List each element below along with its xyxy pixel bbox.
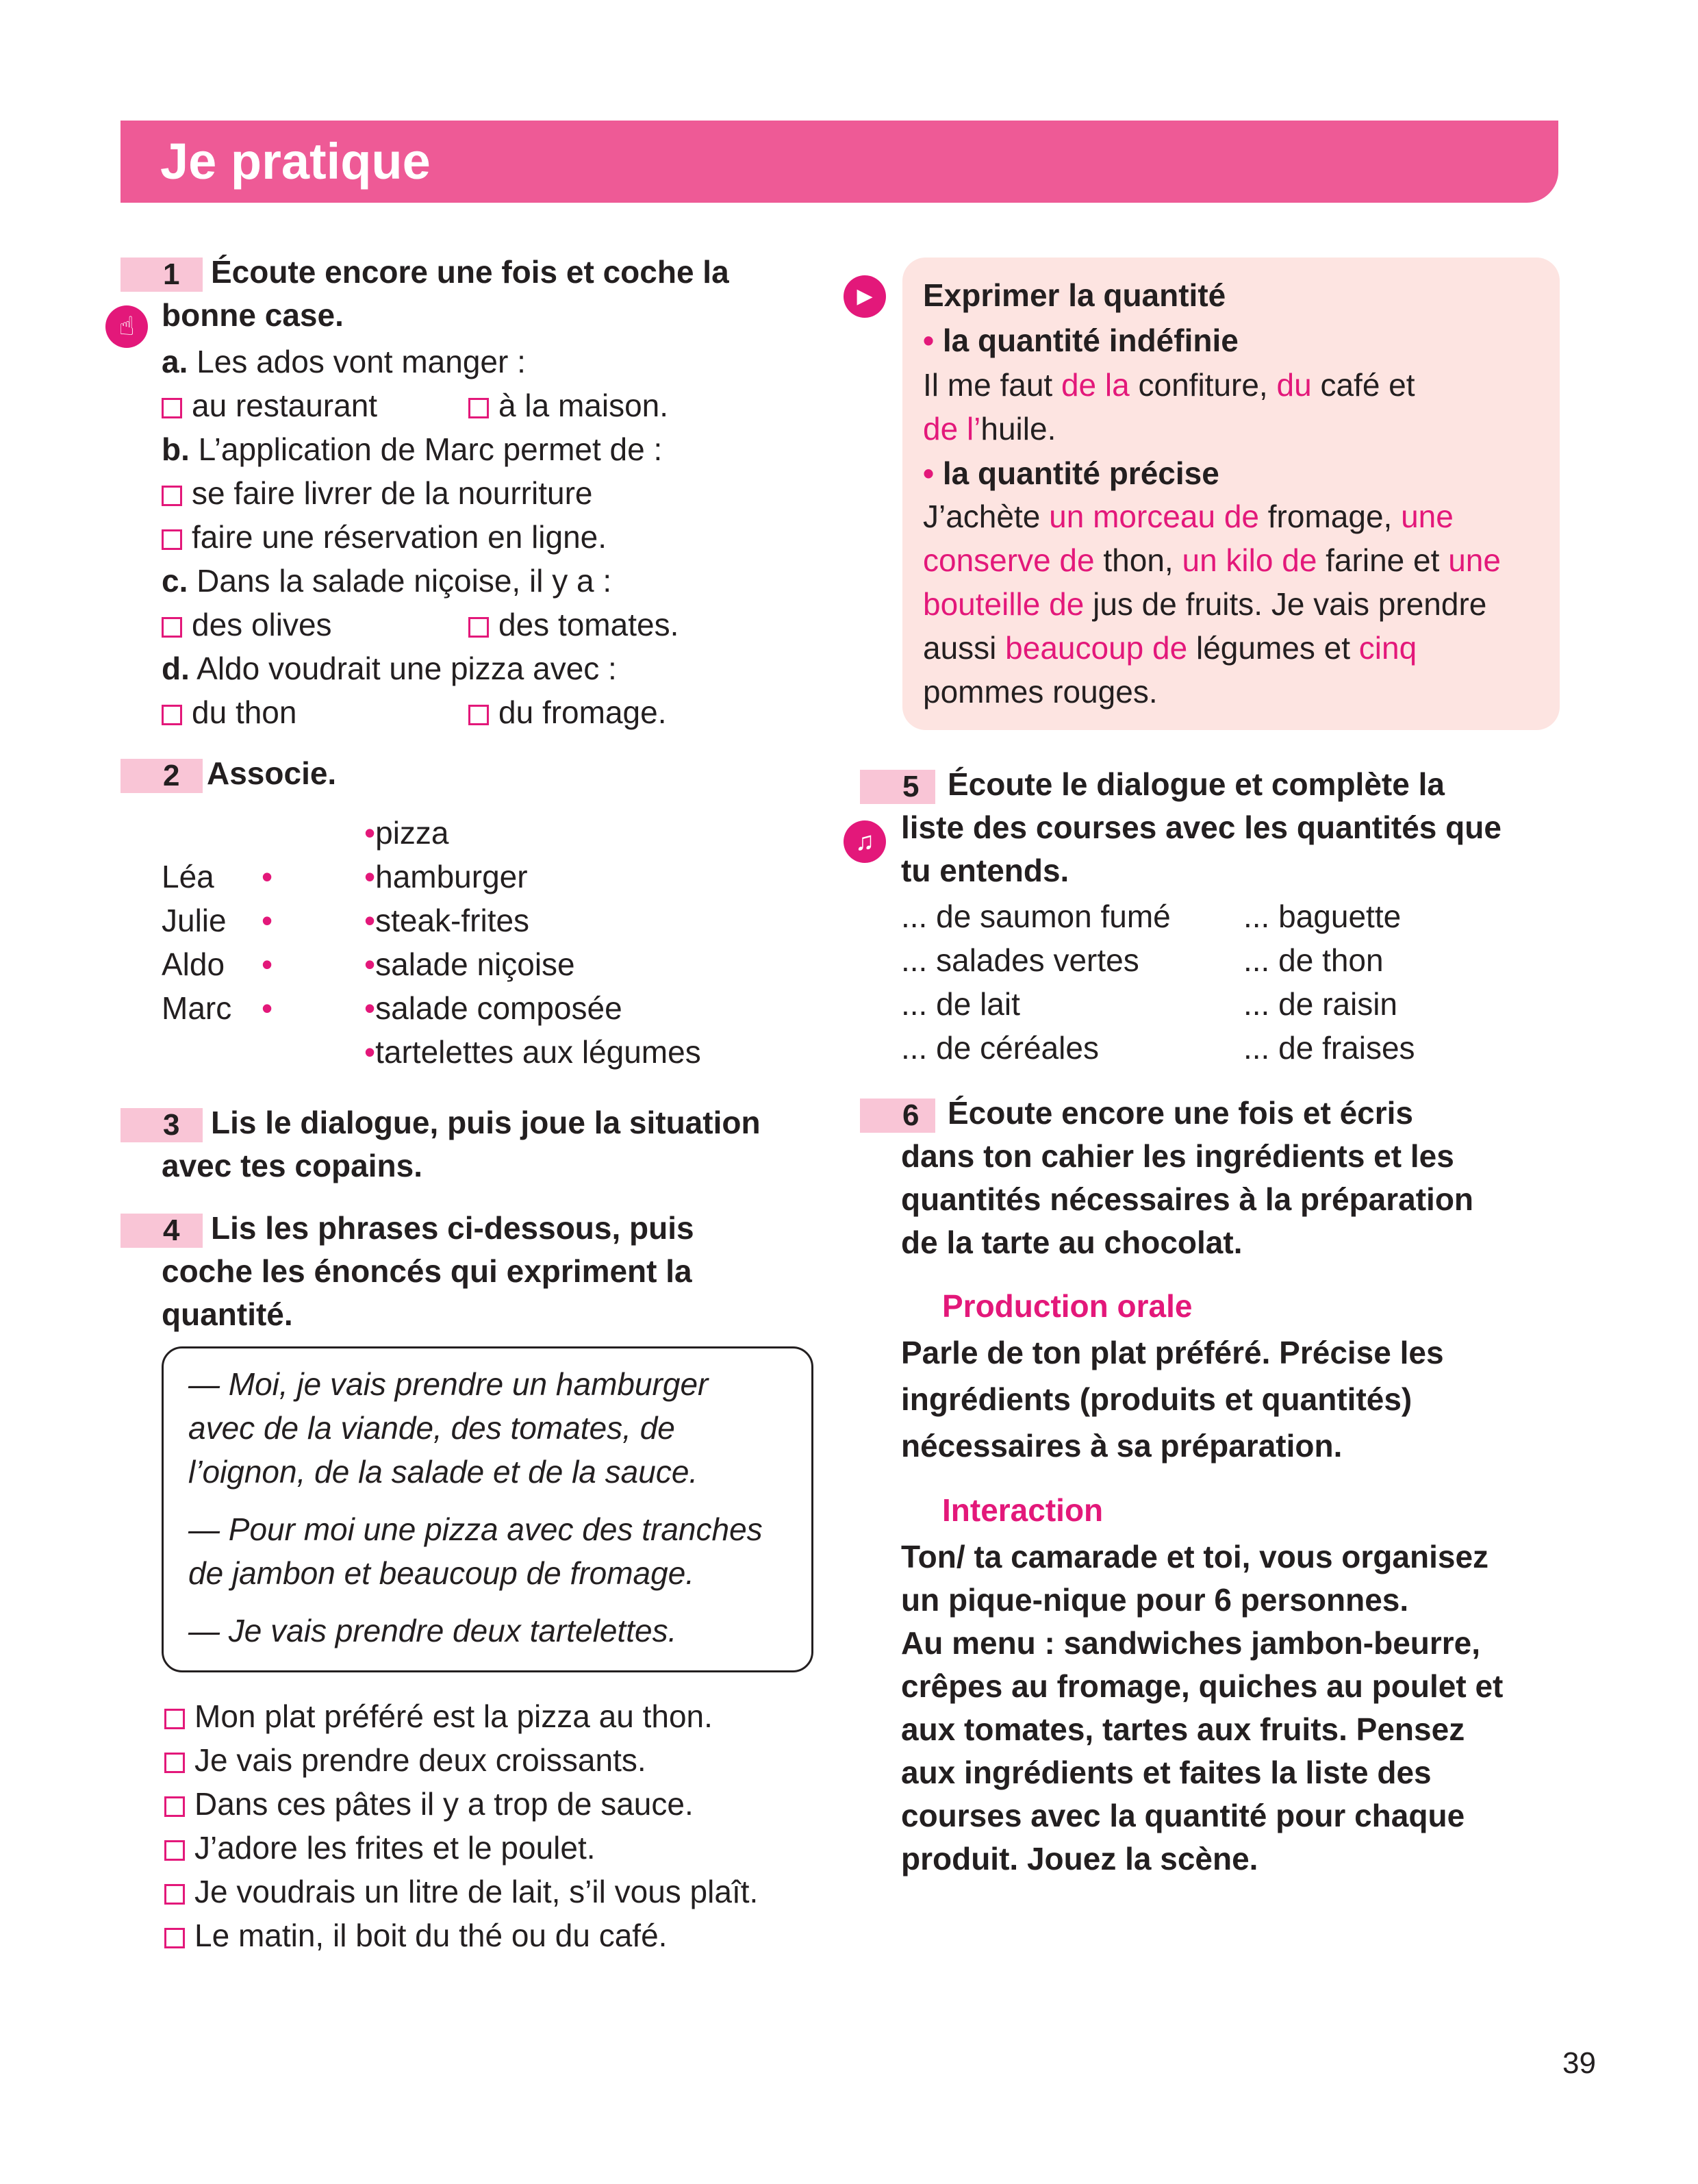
exercise-4-title-line2: coche les énoncés qui expriment la — [162, 1253, 692, 1289]
match-dot[interactable]: • — [262, 859, 273, 894]
exercise-1d: d. Aldo voudrait une pizza avec : — [162, 651, 617, 686]
option-1c-1[interactable]: des olives — [162, 603, 332, 647]
exercise-3-title-line1: Lis le dialogue, puis joue la situation — [211, 1105, 761, 1140]
production-line: nécessaires à sa préparation. — [901, 1428, 1343, 1464]
grammar-subtitle-1: • la quantité indéfinie — [923, 323, 1239, 358]
dish-5[interactable]: •salade composée — [364, 990, 622, 1026]
shopping-item: ... de lait — [901, 986, 1020, 1022]
option-1d-1[interactable]: du thon — [162, 690, 296, 734]
interaction-heading: Interaction — [942, 1492, 1104, 1528]
statement-5[interactable]: Je voudrais un litre de lait, s’il vous plaît. — [164, 1870, 758, 1913]
dish-6[interactable]: •tartelettes aux légumes — [364, 1034, 701, 1070]
option-1a-2[interactable]: à la maison. — [468, 384, 668, 427]
checkbox[interactable] — [162, 398, 182, 418]
headphones-icon: ♫ — [844, 820, 886, 863]
shopping-item: ... de raisin — [1243, 986, 1397, 1022]
exercise-6-title-line2: dans ton cahier les ingrédients et les — [901, 1138, 1454, 1174]
checkbox[interactable] — [164, 1840, 185, 1861]
interaction-line: produit. Jouez la scène. — [901, 1841, 1258, 1877]
dish-2[interactable]: •hamburger — [364, 859, 528, 894]
person-4: Marc — [162, 990, 232, 1026]
dialogue-line: de jambon et beaucoup de fromage. — [188, 1555, 695, 1591]
dialogue-box — [162, 1346, 813, 1672]
video-icon: ▶ — [844, 275, 886, 318]
shopping-item: ... salades vertes — [901, 942, 1139, 978]
exercise-5-title-line1: Écoute le dialogue et complète la — [948, 766, 1445, 802]
grammar-example-2e: pommes rouges. — [923, 674, 1158, 710]
grammar-example-2d: aussi beaucoup de légumes et cinq — [923, 630, 1417, 666]
exercise-2-title: Associe. — [207, 755, 337, 791]
option-1d-2[interactable]: du fromage. — [468, 690, 666, 734]
exercise-1-title-line2: bonne case. — [162, 297, 344, 333]
checkbox[interactable] — [162, 617, 182, 638]
statement-6[interactable]: Le matin, il boit du thé ou du café. — [164, 1913, 667, 1957]
interaction-line: aux tomates, tartes aux fruits. Pensez — [901, 1711, 1465, 1747]
exercise-1-title-line1: Écoute encore une fois et coche la — [211, 254, 729, 290]
exercise-1b: b. L’application de Marc permet de : — [162, 431, 663, 467]
dialogue-line: — Moi, je vais prendre un hamburger — [188, 1366, 709, 1402]
option-1c-2[interactable]: des tomates. — [468, 603, 679, 647]
exercise-1c: c. Dans la salade niçoise, il y a : — [162, 563, 612, 599]
shopping-item: ... de thon — [1243, 942, 1384, 978]
dish-3[interactable]: •steak-frites — [364, 903, 530, 938]
person-2: Julie — [162, 903, 227, 938]
exercise-4-title-line1: Lis les phrases ci-dessous, puis — [211, 1210, 694, 1246]
checkbox[interactable] — [468, 617, 489, 638]
interaction-line: Ton/ ta camarade et toi, vous organisez — [901, 1539, 1489, 1574]
interaction-line: crêpes au fromage, quiches au poulet et — [901, 1668, 1504, 1704]
page-title: Je pratique — [160, 133, 431, 190]
production-line: Parle de ton plat préféré. Précise les — [901, 1335, 1444, 1370]
interaction-line: aux ingrédients et faites la liste des — [901, 1755, 1432, 1790]
shopping-item: ... de céréales — [901, 1030, 1099, 1066]
exercise-6-title-line1: Écoute encore une fois et écris — [948, 1095, 1414, 1131]
checkbox[interactable] — [164, 1753, 185, 1773]
exercise-6-title-line3: quantités nécessaires à la préparation — [901, 1181, 1474, 1217]
exercise-1-number: 1 — [121, 258, 203, 292]
dialogue-line: — Je vais prendre deux tartelettes. — [188, 1613, 677, 1648]
exercise-3-title-line2: avec tes copains. — [162, 1148, 422, 1183]
checkbox[interactable] — [162, 705, 182, 725]
grammar-example-2c: bouteille de jus de fruits. Je vais prendre — [923, 586, 1487, 622]
checkbox[interactable] — [468, 398, 489, 418]
statement-4[interactable]: J’adore les frites et le poulet. — [164, 1826, 596, 1870]
exercise-3-number: 3 — [121, 1108, 203, 1142]
match-dot[interactable]: • — [262, 990, 273, 1026]
checkbox[interactable] — [164, 1884, 185, 1905]
grammar-title: Exprimer la quantité — [923, 277, 1226, 313]
exercise-6-title-line4: de la tarte au chocolat. — [901, 1225, 1243, 1260]
checkbox[interactable] — [162, 529, 182, 550]
page-number: 39 — [1562, 2046, 1596, 2080]
checkbox[interactable] — [164, 1709, 185, 1729]
checkbox[interactable] — [468, 705, 489, 725]
production-line: ingrédients (produits et quantités) — [901, 1381, 1412, 1417]
dialogue-line: l’oignon, de la salade et de la sauce. — [188, 1454, 698, 1490]
person-3: Aldo — [162, 946, 225, 982]
option-1a-1[interactable]: au restaurant — [162, 384, 377, 427]
grammar-box — [902, 258, 1560, 730]
dish-4[interactable]: •salade niçoise — [364, 946, 575, 982]
grammar-example-1a: Il me faut de la confiture, du café et — [923, 367, 1415, 403]
shopping-item: ... baguette — [1243, 899, 1402, 934]
exercise-4-title-line3: quantité. — [162, 1296, 293, 1332]
option-1b-2[interactable]: faire une réservation en ligne. — [162, 515, 607, 559]
dish-1[interactable]: •pizza — [364, 815, 449, 851]
match-dot[interactable]: • — [262, 946, 273, 982]
exercise-5-title-line2: liste des courses avec les quantités que — [901, 809, 1501, 845]
checkbox[interactable] — [164, 1796, 185, 1817]
statement-3[interactable]: Dans ces pâtes il y a trop de sauce. — [164, 1782, 694, 1826]
interaction-line: courses avec la quantité pour chaque — [901, 1798, 1465, 1833]
exercise-6-number: 6 — [860, 1099, 935, 1133]
checkbox[interactable] — [162, 486, 182, 506]
exercise-5-title-line3: tu entends. — [901, 853, 1069, 888]
shopping-item: ... de fraises — [1243, 1030, 1415, 1066]
interaction-line: un pique-nique pour 6 personnes. — [901, 1582, 1409, 1618]
grammar-example-2b: conserve de thon, un kilo de farine et une — [923, 542, 1501, 578]
dialogue-line: avec de la viande, des tomates, de — [188, 1410, 675, 1446]
dialogue-line: — Pour moi une pizza avec des tranches — [188, 1511, 763, 1547]
hand-pointer-icon: ☝ — [105, 305, 148, 348]
grammar-subtitle-2: • la quantité précise — [923, 455, 1219, 491]
grammar-example-1b: de l’huile. — [923, 411, 1056, 447]
header-banner — [121, 121, 1558, 203]
option-1b-1[interactable]: se faire livrer de la nourriture — [162, 471, 592, 515]
production-heading: Production orale — [942, 1288, 1193, 1324]
statement-2[interactable]: Je vais prendre deux croissants. — [164, 1738, 646, 1782]
checkbox[interactable] — [164, 1928, 185, 1948]
exercise-1a: a. Les ados vont manger : — [162, 344, 526, 379]
grammar-example-2a: J’achète un morceau de fromage, une — [923, 499, 1454, 534]
exercise-4-number: 4 — [121, 1214, 203, 1248]
statement-1[interactable]: Mon plat préféré est la pizza au thon. — [164, 1694, 713, 1738]
exercise-2-number: 2 — [121, 759, 203, 793]
shopping-item: ... de saumon fumé — [901, 899, 1171, 934]
person-1: Léa — [162, 859, 214, 894]
match-dot[interactable]: • — [262, 903, 273, 938]
exercise-5-number: 5 — [860, 770, 935, 804]
interaction-line: Au menu : sandwiches jambon-beurre, — [901, 1625, 1481, 1661]
